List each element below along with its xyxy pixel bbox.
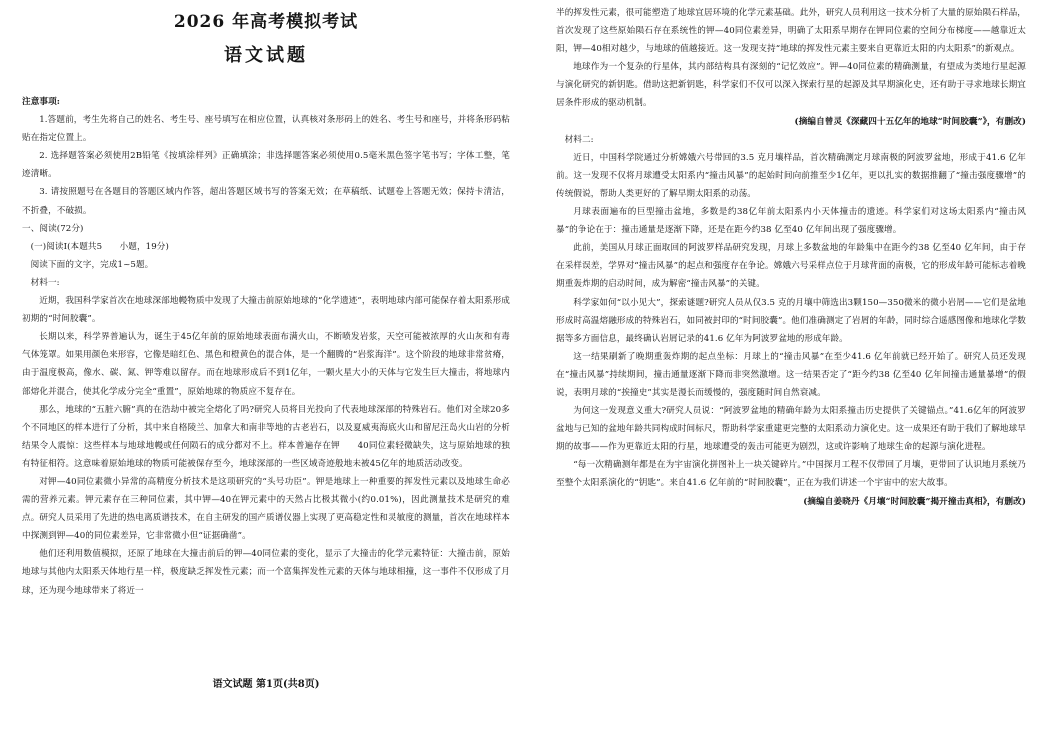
body-paragraph: 科学家如何“以小见大”，探索谜题?研究人员从仅3.5 克的月壤中筛选出3颗150—350微米的微小岩屑——它们是盆地形成时高温熔融形成的特殊岩石，如同被封印的“时间胶囊”。他们准确测定了岩屑的年龄，同时综合遥感图像和地球化学数据等多方面信息，最终确认岩屑记录的41.6 亿年为阿波罗盆地的形成年龄。 [556, 297, 1026, 344]
left-body [22, 93, 510, 600]
body-paragraph: 近期，我国科学家首次在地球深部地幔物质中发现了大撞击前原始地球的“化学遗迹”，表明地球内部可能保存着太阳系形成初期的“时间胶囊”。 [22, 296, 510, 325]
section-heading: 一、阅读(72分) [22, 223, 84, 234]
right-column [556, 0, 1026, 511]
subject-title: 语文试题 [224, 45, 308, 66]
body-paragraph: “每一次精确测年都是在为宇宙演化拼图补上一块关键碎片。”中国探月工程不仅带回了月壤，更带回了认识地月系统乃至整个太阳系演化的“钥匙”。来自41.6 亿年前的“时间胶囊”，正在为我们讲述一个宇宙中的宏大故事。 [556, 460, 1026, 489]
body-paragraph: 此前，美国从月球正面取回的阿波罗样品研究发现，月球上多数盆地的年龄集中在距今约38 亿至40 亿年间，由于存在采样误差，学界对“撞击风暴”的起点和强度存在争论。嫦娥六号采样点位于月球背面的南极，它的形成年龄可能标志着晚期重轰炸期的启动时间，成为解密“撞击风暴”的关键。 [556, 243, 1026, 290]
body-paragraph: 长期以来，科学界普遍认为，诞生于45亿年前的原始地球表面布满火山，不断喷发岩浆，天空可能被浓厚的火山灰和有毒气体笼罩。如果用颜色来形容，它像是暗红色、黑色和橙黄色的混合体，是一个翻腾的“岩浆海洋”。这个阶段的地球非常贫瘠，由于温度极高，像水、碳、氮、钾等难以留存。而在地球形成后不到1亿年，一颗火星大小的天体与它发生巨大撞击，将地球内部熔化并混合，使其化学成分完全“重置”，原始地球的物质应不复存在。 [22, 332, 510, 397]
body-paragraph: 近日，中国科学院通过分析嫦娥六号带回的3.5 克月壤样品，首次精确测定月球南极的阿波罗盆地，形成于41.6 亿年前。这一发现不仅将月球遭受太阳系内“撞击风暴”的起始时间向前推至少1亿年，更以扎实的数据推翻了“撞击强度骤增”的传统假说，帮助人类更好的了解早期太阳系的动荡。 [556, 152, 1026, 199]
body-paragraph: 对钾—40同位素微小异常的高精度分析技术是这项研究的“头号功臣”。钾是地球上一种重要的挥发性元素以及地球生命必需的营养元素。钾元素存在三种同位素，其中钾—40在钾元素中的天然占比极其微小(约0.01%)，因此测量技术是研究的难点。研究人员采用了先进的热电离质谱技术，在自主研发的国产质谱仪器上实现了更高稳定性和灵敏度的测量，首次在地球样本中探测到钾—40的同位素差异，它非常微小但“证据确凿”。 [22, 476, 510, 542]
source-citation: (摘编自曾灵《深藏四十五亿年的地球“时间胶囊”》，有删改) [794, 116, 1026, 127]
subsection-heading: (一)阅读Ⅰ(本题共5 小题，19分) [30, 241, 169, 252]
right-body [556, 4, 1026, 511]
page-footer: 语文试题 第1页(共8页) [212, 679, 320, 690]
body-paragraph: 这一结果刷新了晚期重轰炸期的起点坐标：月球上的“撞击风暴”在至少41.6 亿年前就已经开始了。研究人员还发现在“撞击风暴”持续期间，撞击通量逐渐下降而非突然激增。这一结果否定了“距今约38 亿至40 亿年间撞击通量暴增”的假说，表明月球的“挨撞史”其实是漫长而缓慢的，强度随时间自然衰减。 [556, 351, 1026, 398]
left-column [22, 0, 510, 600]
body-paragraph: 月球表面遍布的巨型撞击盆地，多数是约38亿年前太阳系内小天体撞击的遗迹。科学家们对这场太阳系内“撞击风暴”的争论在于：撞击通量是逐渐下降，还是在距今约38 亿至40 亿年间出现了强度骤增。 [556, 207, 1026, 236]
body-paragraph: 半的挥发性元素，很可能塑造了地球宜居环境的化学元素基础。此外，研究人员利用这一技术分析了大量的原始陨石样品，首次发现了这些原始陨石存在系统性的钾—40同位素差异，明确了太阳系早期存在钾同位素的空间分布梯度——越靠近太阳，钾—40相对越少，与地球的值越接近。这一发现支持“地球的挥发性元素主要来自更靠近太阳的内太阳系”的新观点。 [556, 8, 1026, 55]
notice-item: 2. 选择题答案必须使用2B铅笔《按填涂样列》正确填涂；非选择题答案必须使用0.5毫米黑色签字笔书写；字体工整，笔迹清晰。 [22, 151, 510, 180]
source-citation: (摘编自姜晓丹《月壤“时间胶囊”揭开撞击真相》，有删改) [803, 496, 1026, 507]
reading-instruction: 阅读下面的文字，完成1~5题。 [30, 259, 154, 270]
exam-title: 2026 年高考模拟考试 [173, 12, 359, 32]
notice-item: 1.答题前，考生先将自己的姓名、考生号、座号填写在相应位置，认真核对条形码上的姓名、考生号和座号，并将条形码粘贴在指定位置上。 [22, 115, 510, 144]
notice-heading: 注意事项: [22, 97, 61, 107]
body-paragraph: 为何这一发现意义重大?研究人员说：“阿波罗盆地的精确年龄为太阳系撞击历史提供了关键锚点。”41.6亿年的阿波罗盆地与已知的盆地年龄共同构成时间标尺，帮助科学家重建更完整的太阳系动力演化史。这一成果还有助于我们了解地球早期的故事——作为更靠近太阳的行星，地球遭受的轰击可能更为剧烈，这或许影响了地球生命的起源与演化进程。 [556, 406, 1026, 453]
body-paragraph: 地球作为一个复杂的行星体，其内部结构具有深刻的“记忆效应”。钾—40同位素的精确测量，有望成为类地行星起源与演化研究的新钥匙。借助这把新钥匙，科学家们不仅可以深入探索行星的起源及其早期演化史，还有助于寻求地球长期宜居条件形成的驱动机制。 [556, 62, 1026, 109]
body-paragraph: 那么，地球的“五脏六腑”真的在浩劫中被完全熔化了吗?研究人员将目光投向了代表地球深部的特殊岩石。他们对全球20多个不同地区的样本进行了分析，其中来自格陵兰、加拿大和南非等地的古老岩石，以及夏威夷海底火山和留尼汪岛火山岩的分析结果令人震惊：这些样本与地球地幔或任何陨石的成分都对不上。样本普遍存在钾 40同位素轻微缺失，这与原始地球的独有特征相符。这意味着原始地球的物质可能被保存至今，地球深部的一些区域奇迹般地未被45亿年的地质活动改变。 [22, 404, 510, 469]
body-paragraph: 他们还利用数值模拟，还原了地球在大撞击前后的钾—40同位素的变化，显示了大撞击的化学元素特征：大撞击前，原始地球与其他内太阳系天体地行星一样，极度缺乏挥发性元素；而一个富集挥发性元素的天体与地球相撞，这一事件不仅形成了月球，还为现今地球带来了将近一 [22, 549, 510, 596]
material-two-label: 材料二: [564, 134, 594, 145]
material-one-label: 材料一: [30, 277, 60, 288]
notice-item: 3. 请按照题号在各题目的答题区域内作答，超出答题区域书写的答案无效；在草稿纸、试题卷上答题无效；保持卡清洁，不折叠，不破损。 [22, 187, 510, 216]
